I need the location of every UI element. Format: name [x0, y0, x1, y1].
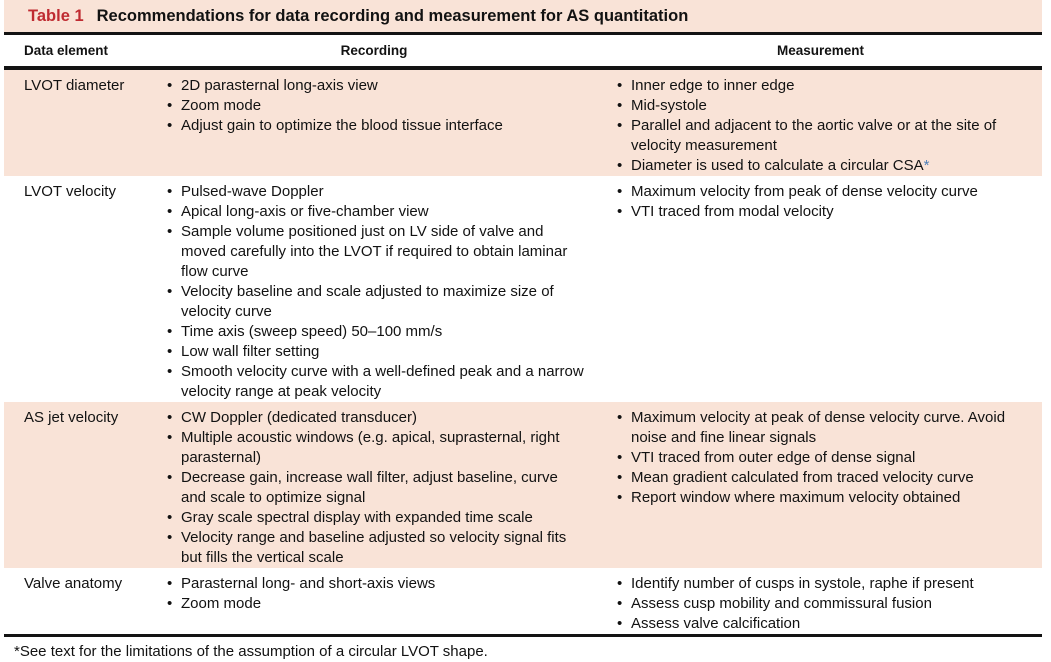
bullet-item: • Identify number of cusps in systole, raphe if present	[617, 574, 1036, 594]
bullet-item: • Inner edge to inner edge	[617, 76, 1036, 96]
bullet-item: • Pulsed-wave Doppler	[167, 182, 587, 202]
bullet-item: • Mid-systole	[617, 96, 1036, 116]
bullet-item-text: Diameter is used to calculate a circular CSA	[631, 157, 924, 174]
column-header-data-element: Data element	[24, 43, 109, 58]
cell-data-element: AS jet velocity	[24, 409, 119, 426]
table-header-row	[4, 35, 1042, 66]
recording-bullet-list	[149, 182, 599, 402]
table-title-text: Recommendations for data recording and measurement for AS quantitation	[96, 6, 689, 25]
cell-measurement	[599, 182, 1042, 402]
table-row-as-jet-velocity	[4, 402, 1042, 568]
footnote-reference-asterisk: *	[923, 157, 930, 174]
table-title	[4, 0, 1042, 32]
bullet-item: • Multiple acoustic windows (e.g. apical, suprasternal, right parasternal)	[167, 428, 587, 468]
recording-bullet-list	[149, 408, 599, 568]
bullet-item: • Time axis (sweep speed) 50–100 mm/s	[167, 322, 587, 342]
table-number: Table 1	[28, 6, 84, 25]
bullet-item: • Parallel and adjacent to the aortic valve or at the site of velocity measurement	[617, 116, 1036, 156]
bullet-item: • 2D parasternal long-axis view	[167, 76, 587, 96]
measurement-bullet-list	[599, 76, 1042, 176]
recording-bullet-list	[149, 574, 599, 614]
bullet-item: • Smooth velocity curve with a well-defined peak and a narrow velocity range at peak velocity	[167, 362, 587, 402]
cell-data-element: LVOT velocity	[24, 183, 116, 200]
column-header-measurement: Measurement	[776, 43, 865, 58]
table-row-valve-anatomy	[4, 568, 1042, 634]
bullet-item: • Decrease gain, increase wall filter, adjust baseline, curve and scale to optimize signal	[167, 468, 587, 508]
cell-measurement	[599, 574, 1042, 634]
bullet-item: • Maximum velocity from peak of dense velocity curve	[617, 182, 1036, 202]
measurement-bullet-list	[599, 408, 1042, 508]
bullet-item	[617, 156, 1036, 176]
bullet-item: • Apical long-axis or five-chamber view	[167, 202, 587, 222]
bullet-item: • VTI traced from modal velocity	[617, 202, 1036, 222]
bullet-item: • Assess cusp mobility and commissural fusion	[617, 594, 1036, 614]
cell-recording	[149, 574, 599, 634]
bullet-item: • Assess valve calcification	[617, 614, 1036, 634]
bullet-item: • Maximum velocity at peak of dense velocity curve. Avoid noise and fine linear signals	[617, 408, 1036, 448]
measurement-bullet-list	[599, 574, 1042, 634]
bullet-item: • Parasternal long- and short-axis views	[167, 574, 587, 594]
bullet-item: • Gray scale spectral display with expanded time scale	[167, 508, 587, 528]
cell-data-element: LVOT diameter	[24, 77, 125, 94]
bullet-item: • Mean gradient calculated from traced velocity curve	[617, 468, 1036, 488]
cell-recording	[149, 408, 599, 568]
bullet-item: • Report window where maximum velocity obtained	[617, 488, 1036, 508]
bullet-item: • Low wall filter setting	[167, 342, 587, 362]
cell-recording	[149, 182, 599, 402]
cell-recording	[149, 76, 599, 176]
bullet-item: • Velocity range and baseline adjusted so velocity signal fits but fills the vertical scale	[167, 528, 587, 568]
measurement-bullet-list	[599, 182, 1042, 222]
cell-measurement	[599, 76, 1042, 176]
bullet-item: • Sample volume positioned just on LV side of valve and moved carefully into the LVOT if required to obtain laminar flow curve	[167, 222, 587, 282]
cell-data-element: Valve anatomy	[24, 575, 123, 592]
table-row-lvot-velocity	[4, 176, 1042, 402]
footnote: *See text for the limitations of the assumption of a circular LVOT shape.	[14, 643, 488, 660]
bullet-item: • Adjust gain to optimize the blood tissue interface	[167, 116, 587, 136]
bullet-item: • CW Doppler (dedicated transducer)	[167, 408, 587, 428]
bullet-item: • Velocity baseline and scale adjusted to maximize size of velocity curve	[167, 282, 587, 322]
bullet-item: • VTI traced from outer edge of dense signal	[617, 448, 1036, 468]
bullet-item: • Zoom mode	[167, 594, 587, 614]
table-row-lvot-diameter	[4, 70, 1042, 176]
bullet-item: • Zoom mode	[167, 96, 587, 116]
cell-measurement	[599, 408, 1042, 568]
column-header-recording: Recording	[340, 43, 408, 58]
recording-bullet-list	[149, 76, 599, 136]
